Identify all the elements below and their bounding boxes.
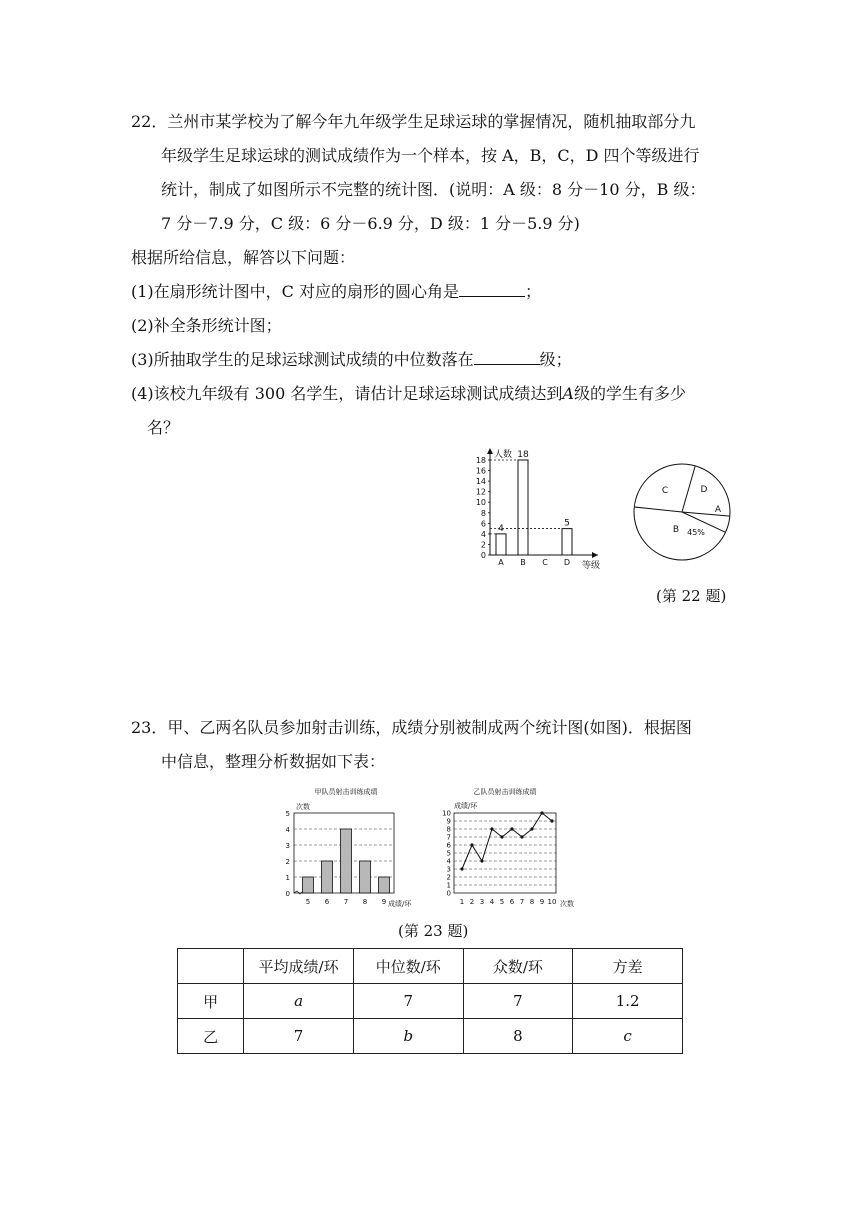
bar bbox=[360, 861, 371, 893]
q22-part3-end: 级； bbox=[539, 350, 572, 369]
y-tick-label: 4 bbox=[480, 529, 486, 539]
pie-slice-label: A bbox=[714, 505, 722, 515]
x-tick-label: C bbox=[542, 558, 548, 567]
q22-line4: 7 分－7.9 分，C 级：6 分－6.9 分，D 级：1 分－5.9 分) bbox=[161, 214, 580, 233]
table-cell: 7 bbox=[353, 984, 463, 1019]
q22-part1 bbox=[131, 282, 541, 302]
y-tick-label: 5 bbox=[446, 849, 451, 858]
data-point bbox=[550, 819, 553, 822]
q22-bar-chart bbox=[470, 448, 620, 576]
y-tick-label: 2 bbox=[480, 540, 486, 550]
data-label: 18 bbox=[517, 450, 529, 460]
y-tick-label: 0 bbox=[285, 890, 290, 898]
answer-blank bbox=[474, 350, 540, 365]
q22-part4-text2: 级的学生有多少 bbox=[573, 384, 686, 403]
y-tick-label: 5 bbox=[285, 810, 290, 818]
table-cell: c bbox=[573, 1019, 683, 1054]
x-tick-label: 9 bbox=[381, 898, 387, 906]
q22-part4-text: (4)该校九年级有 300 名学生，请估计足球运球测试成绩达到 bbox=[131, 384, 563, 403]
pie-slice-label: C bbox=[661, 486, 669, 496]
x-tick-label: 10 bbox=[547, 898, 557, 906]
data-point bbox=[470, 843, 473, 846]
q22-part1-end: ； bbox=[525, 282, 542, 301]
y-tick-label: 7 bbox=[446, 833, 451, 842]
y-tick-label: 16 bbox=[475, 466, 486, 476]
y-tick-label: 1 bbox=[446, 881, 451, 890]
y-tick-label: 9 bbox=[446, 817, 451, 826]
y-tick-label: 1 bbox=[285, 874, 290, 882]
x-tick-label: B bbox=[520, 558, 526, 567]
q22-line3: 统计，制成了如图所示不完整的统计图．(说明：A 级：8 分－10 分，B 级： bbox=[161, 180, 706, 199]
table-header-cell: 方差 bbox=[573, 949, 683, 984]
pie-slice-label: D bbox=[700, 485, 708, 495]
y-tick-label: 3 bbox=[446, 865, 451, 874]
x-tick-label: 2 bbox=[469, 898, 475, 906]
x-tick-label: 5 bbox=[499, 898, 505, 906]
x-tick-label: 7 bbox=[343, 898, 349, 906]
y-tick-label: 18 bbox=[475, 456, 486, 465]
q23-line2: 中信息，整理分析数据如下表： bbox=[161, 752, 386, 771]
pie-percent-label: 45% bbox=[687, 528, 705, 537]
q22-part2: (2)补全条形统计图； bbox=[131, 316, 282, 335]
bar bbox=[379, 877, 390, 893]
q22-part3 bbox=[131, 350, 572, 370]
x-tick-label: 8 bbox=[362, 898, 368, 906]
table-cell: 8 bbox=[463, 1019, 573, 1054]
q22-caption: (第 22 题) bbox=[656, 587, 727, 605]
table-header-cell: 平均成绩/环 bbox=[244, 949, 354, 984]
stats-table bbox=[177, 948, 683, 1054]
table-header-cell bbox=[178, 949, 244, 984]
data-point bbox=[510, 827, 513, 830]
q22-part4 bbox=[131, 384, 686, 404]
pie-slice-label: B bbox=[672, 525, 680, 535]
y-tick-label: 14 bbox=[475, 477, 486, 487]
x-tick-label: 5 bbox=[305, 898, 311, 906]
y-tick-label: 4 bbox=[446, 857, 451, 866]
x-tick-label: 6 bbox=[509, 898, 515, 906]
y-tick-label: 0 bbox=[480, 551, 486, 560]
y-tick-label: 8 bbox=[446, 825, 451, 834]
q22-part4-cont: 名？ bbox=[147, 418, 180, 437]
y-axis-label: 次数 bbox=[296, 803, 310, 811]
bar bbox=[496, 534, 506, 555]
data-point bbox=[480, 859, 483, 862]
bar bbox=[562, 529, 572, 555]
y-tick-label: 10 bbox=[442, 809, 451, 818]
data-label: 4 bbox=[498, 523, 504, 534]
table-cell: 7 bbox=[244, 1019, 354, 1054]
y-axis-label: 人数 bbox=[494, 450, 513, 460]
x-axis-label: 次数 bbox=[560, 900, 574, 908]
data-point bbox=[490, 827, 493, 830]
x-tick-label: 6 bbox=[324, 898, 330, 906]
table-cell: 7 bbox=[463, 984, 573, 1019]
y-tick-label: 2 bbox=[285, 858, 290, 866]
table-cell: 1.2 bbox=[573, 984, 683, 1019]
table-cell: a bbox=[244, 984, 354, 1019]
x-tick-label: 3 bbox=[479, 898, 485, 906]
y-tick-label: 4 bbox=[285, 826, 290, 834]
y-tick-label: 3 bbox=[285, 842, 290, 850]
y-axis-label: 成绩/环 bbox=[454, 802, 478, 810]
table-header-cell: 中位数/环 bbox=[353, 949, 463, 984]
y-tick-label: 12 bbox=[475, 487, 486, 497]
y-tick-label: 8 bbox=[480, 508, 486, 518]
bar bbox=[303, 877, 314, 893]
y-tick-label: 0 bbox=[446, 889, 451, 898]
x-axis-arrow bbox=[592, 552, 598, 558]
q23-jia-bar-chart bbox=[276, 784, 416, 912]
bar bbox=[341, 829, 352, 893]
y-axis-arrow bbox=[487, 448, 493, 454]
table-cell: b bbox=[353, 1019, 463, 1054]
x-tick-label: 1 bbox=[459, 898, 465, 906]
q22-line5: 根据所给信息，解答以下问题： bbox=[131, 248, 356, 267]
x-axis-label: 等级 bbox=[582, 561, 601, 571]
table-row bbox=[178, 1019, 683, 1054]
q22-part3-text: (3)所抽取学生的足球运球测试成绩的中位数落在 bbox=[131, 350, 474, 369]
x-tick-label: 4 bbox=[489, 898, 495, 906]
series-line bbox=[462, 813, 552, 869]
chart-title: 甲队员射击训练成绩 bbox=[314, 788, 378, 796]
table-header-cell: 众数/环 bbox=[463, 949, 573, 984]
data-point bbox=[540, 811, 543, 814]
chart-title: 乙队员射击训练成绩 bbox=[473, 788, 537, 796]
x-tick-label: A bbox=[498, 558, 504, 567]
table-cell: 甲 bbox=[178, 984, 244, 1019]
x-tick-label: D bbox=[563, 558, 571, 567]
x-axis-label: 成绩/环 bbox=[388, 900, 412, 908]
x-tick-label: 8 bbox=[529, 898, 535, 906]
y-tick-label: 6 bbox=[480, 519, 486, 529]
bar bbox=[518, 460, 528, 555]
table-cell: 乙 bbox=[178, 1019, 244, 1054]
data-point bbox=[520, 835, 523, 838]
x-tick-label: 9 bbox=[539, 898, 545, 906]
data-point bbox=[460, 867, 463, 870]
q23-yi-line-chart bbox=[430, 784, 580, 912]
q22-pie-chart bbox=[630, 458, 734, 566]
x-tick-label: 7 bbox=[519, 898, 525, 906]
answer-blank bbox=[459, 282, 525, 297]
bar bbox=[322, 861, 333, 893]
data-label: 5 bbox=[564, 518, 570, 529]
q22-part4-var: A bbox=[562, 384, 574, 403]
table-row bbox=[178, 984, 683, 1019]
q22-line2: 年级学生足球运球的测试成绩作为一个样本，按 A，B，C，D 四个等级进行 bbox=[161, 146, 700, 165]
q23-line1: 23．甲、乙两名队员参加射击训练，成绩分别被制成两个统计图(如图)．根据图 bbox=[131, 718, 692, 737]
q23-caption: (第 23 题) bbox=[398, 922, 469, 940]
table-header-row bbox=[178, 949, 683, 984]
q22-part1-text: (1)在扇形统计图中，C 对应的扇形的圆心角是 bbox=[131, 282, 459, 301]
y-tick-label: 2 bbox=[446, 873, 451, 882]
data-point bbox=[530, 827, 533, 830]
y-tick-label: 10 bbox=[475, 498, 486, 508]
q22-line1: 22．兰州市某学校为了解今年九年级学生足球运球的掌握情况，随机抽取部分九 bbox=[131, 112, 696, 131]
data-point bbox=[500, 835, 503, 838]
y-tick-label: 6 bbox=[446, 841, 451, 850]
